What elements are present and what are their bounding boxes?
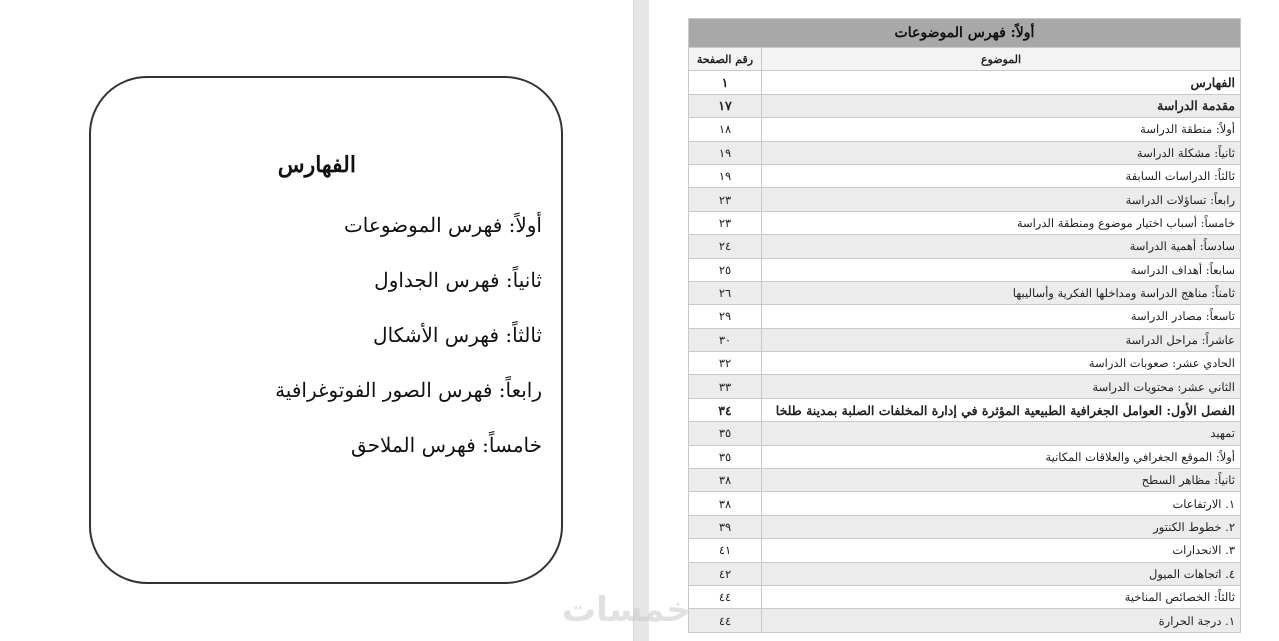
toc-page-cell: ١٩ xyxy=(689,164,762,187)
right-page xyxy=(649,0,1279,641)
toc-topic-cell: ثامناً: مناهج الدراسة ومداخلها الفكرية وأساليبها xyxy=(762,281,1241,304)
table-row xyxy=(689,71,1241,94)
watermark-logo: خمسات xyxy=(562,590,691,630)
index-item-figures: ثالثاً: فهرس الأشكال xyxy=(373,323,542,347)
toc-topic-cell: ١. الارتفاعات xyxy=(762,492,1241,515)
toc-page-cell: ٢٥ xyxy=(689,258,762,281)
toc-topic-cell: الثاني عشر: محتويات الدراسة xyxy=(762,375,1241,398)
table-row xyxy=(689,118,1241,141)
table-row xyxy=(689,94,1241,117)
table-row xyxy=(689,422,1241,445)
toc-page-cell: ٣٥ xyxy=(689,445,762,468)
toc-topic-cell: ٤. اتجاهات الميول xyxy=(762,562,1241,585)
index-item-photos: رابعاً: فهرس الصور الفوتوغرافية xyxy=(275,378,542,402)
table-row xyxy=(689,492,1241,515)
toc-page-cell: ٣٣ xyxy=(689,375,762,398)
toc-topic-cell: عاشراً: مراحل الدراسة xyxy=(762,328,1241,351)
toc-page-cell: ٢٣ xyxy=(689,211,762,234)
toc-body xyxy=(689,71,1241,632)
table-row xyxy=(689,352,1241,375)
toc-page-cell: ١ xyxy=(689,71,762,94)
toc-page-cell: ٢٦ xyxy=(689,281,762,304)
toc-header-page: رقم الصفحة xyxy=(689,48,762,71)
table-row xyxy=(689,585,1241,608)
toc-page-cell: ١٨ xyxy=(689,118,762,141)
toc-topic-cell: رابعاً: تساؤلات الدراسة xyxy=(762,188,1241,211)
toc-page-cell: ٢٣ xyxy=(689,188,762,211)
index-item-appendices: خامساً: فهرس الملاحق xyxy=(351,433,542,457)
toc-topic-cell: خامساً: أسباب اختيار موضوع ومنطقة الدراسة xyxy=(762,211,1241,234)
table-row xyxy=(689,398,1241,421)
toc-topic-cell: سادساً: أهمية الدراسة xyxy=(762,235,1241,258)
toc-page-cell: ١٩ xyxy=(689,141,762,164)
table-row xyxy=(689,305,1241,328)
table-row xyxy=(689,515,1241,538)
table-row xyxy=(689,375,1241,398)
toc-page-cell: ٣٢ xyxy=(689,352,762,375)
toc-page-cell: ٢٩ xyxy=(689,305,762,328)
toc-page-cell: ٤٤ xyxy=(689,609,762,632)
toc-topic-cell: تمهيد xyxy=(762,422,1241,445)
table-row xyxy=(689,211,1241,234)
toc-page-cell: ٤٤ xyxy=(689,585,762,608)
toc-topic-cell: ١. درجة الحرارة xyxy=(762,609,1241,632)
table-row xyxy=(689,445,1241,468)
index-item-tables: ثانياً: فهرس الجداول xyxy=(374,268,542,292)
table-row xyxy=(689,235,1241,258)
table-row xyxy=(689,141,1241,164)
table-row xyxy=(689,609,1241,632)
toc-page-cell: ٣٨ xyxy=(689,492,762,515)
toc-caption: أولاً: فهرس الموضوعات xyxy=(689,19,1241,48)
table-row xyxy=(689,281,1241,304)
toc-topic-cell: مقدمة الدراسة xyxy=(762,94,1241,117)
toc-topic-cell: الفهارس xyxy=(762,71,1241,94)
toc-page-cell: ٢٤ xyxy=(689,235,762,258)
toc-topic-cell: ثالثاً: الدراسات السابقة xyxy=(762,164,1241,187)
toc-topic-cell: ٣. الانحدارات xyxy=(762,539,1241,562)
toc-topic-cell: ثانياً: مظاهر السطح xyxy=(762,469,1241,492)
index-item-topics: أولاً: فهرس الموضوعات xyxy=(343,213,542,237)
toc-topic-cell: تاسعاً: مصادر الدراسة xyxy=(762,305,1241,328)
table-row xyxy=(689,258,1241,281)
toc-page-cell: ١٧ xyxy=(689,94,762,117)
toc-page-cell: ٣٥ xyxy=(689,422,762,445)
toc-topic-cell: ثانياً: مشكلة الدراسة xyxy=(762,141,1241,164)
toc-page-cell: ٣٠ xyxy=(689,328,762,351)
toc-page-cell: ٤٢ xyxy=(689,562,762,585)
left-page xyxy=(0,0,633,641)
toc-page-cell: ٣٤ xyxy=(689,398,762,421)
toc-page-cell: ٣٩ xyxy=(689,515,762,538)
table-row xyxy=(689,539,1241,562)
toc-topic-cell: الفصل الأول: العوامل الجغرافية الطبيعية المؤثرة في إدارة المخلفات الصلبة بمدينة طلخا xyxy=(762,398,1241,421)
table-row xyxy=(689,164,1241,187)
table-row xyxy=(689,328,1241,351)
toc-topic-cell: أولاً: منطقة الدراسة xyxy=(762,118,1241,141)
toc-topic-cell: أولاً: الموقع الجغرافي والعلاقات المكانية xyxy=(762,445,1241,468)
toc-topic-cell: ٢. خطوط الكنتور xyxy=(762,515,1241,538)
toc-page-cell: ٣٨ xyxy=(689,469,762,492)
toc-table xyxy=(688,18,1241,633)
index-title: الفهارس xyxy=(277,152,356,178)
toc-topic-cell: ثالثاً: الخصائص المناخية xyxy=(762,585,1241,608)
toc-header-topic: الموضوع xyxy=(762,48,1241,71)
toc-topic-cell: سابعاً: أهداف الدراسة xyxy=(762,258,1241,281)
index-frame xyxy=(89,76,563,584)
table-row xyxy=(689,188,1241,211)
toc-page-cell: ٤١ xyxy=(689,539,762,562)
table-row xyxy=(689,562,1241,585)
toc-topic-cell: الحادي عشر: صعوبات الدراسة xyxy=(762,352,1241,375)
table-row xyxy=(689,469,1241,492)
